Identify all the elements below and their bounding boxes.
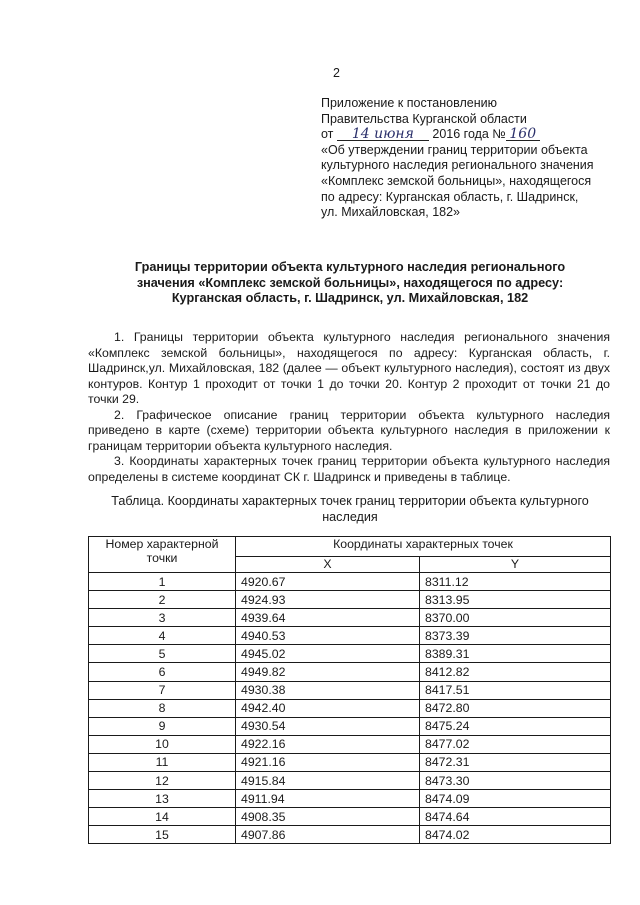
point-number-cell: 5	[89, 645, 236, 663]
y-cell: 8370.00	[420, 609, 611, 627]
x-cell: 4930.54	[236, 717, 420, 735]
title-line: Курганская область, г. Шадринск, ул. Михайловская, 182	[171, 291, 529, 306]
paragraph: 3. Координаты характерных точек границ территории объекта культурного наследия определены в системе координат СК г. Шадринск и приведены в таблице.	[88, 454, 610, 484]
x-cell: 4945.02	[236, 645, 420, 663]
header-x: X	[236, 557, 420, 573]
body-text	[88, 330, 610, 485]
table-row	[89, 772, 611, 790]
point-number-cell: 15	[89, 826, 236, 844]
appendix-line: культурного наследия регионального значения	[321, 158, 594, 173]
from-label: от	[321, 127, 334, 142]
y-cell: 8475.24	[420, 717, 611, 735]
point-number-cell: 7	[89, 681, 236, 699]
point-number-cell: 10	[89, 735, 236, 753]
table-row	[89, 808, 611, 826]
table-row	[89, 627, 611, 645]
header-point-number: Номер характерной точки	[89, 537, 236, 573]
handwritten-date: 14 июня	[337, 128, 429, 141]
y-cell: 8474.09	[420, 790, 611, 808]
table-row	[89, 573, 611, 591]
point-number-cell: 9	[89, 717, 236, 735]
table-row	[89, 717, 611, 735]
coordinates-table	[88, 536, 611, 844]
table-row	[89, 826, 611, 844]
table-caption	[90, 494, 610, 525]
x-cell: 4949.82	[236, 663, 420, 681]
document-title	[90, 260, 610, 307]
appendix-line: «Комплекс земской больницы», находящегося	[321, 173, 592, 188]
appendix-line: Приложение к постановлению	[321, 96, 497, 110]
table-row	[89, 735, 611, 753]
x-cell: 4911.94	[236, 790, 420, 808]
table-header-row	[89, 537, 611, 557]
x-cell: 4907.86	[236, 826, 420, 844]
point-number-cell: 14	[89, 808, 236, 826]
x-cell: 4939.64	[236, 609, 420, 627]
y-cell: 8373.39	[420, 627, 611, 645]
x-cell: 4921.16	[236, 753, 420, 771]
y-cell: 8472.80	[420, 699, 611, 717]
table-row	[89, 681, 611, 699]
handwritten-number: 160	[506, 128, 540, 141]
appendix-date-line	[321, 127, 621, 143]
page-number: 2	[333, 66, 340, 80]
table-row	[89, 753, 611, 771]
x-cell: 4942.40	[236, 699, 420, 717]
x-cell: 4908.35	[236, 808, 420, 826]
appendix-line: ул. Михайловская, 182»	[321, 205, 461, 220]
table-row	[89, 591, 611, 609]
point-number-cell: 11	[89, 753, 236, 771]
y-cell: 8311.12	[420, 573, 611, 591]
point-number-cell: 6	[89, 663, 236, 681]
table-row	[89, 663, 611, 681]
x-cell: 4922.16	[236, 735, 420, 753]
y-cell: 8417.51	[420, 681, 611, 699]
appendix-line: «Об утверждении границ территории объекта	[321, 142, 588, 157]
year-label: 2016 года №	[432, 127, 506, 142]
point-number-cell: 3	[89, 609, 236, 627]
point-number-cell: 13	[89, 790, 236, 808]
point-number-cell: 2	[89, 591, 236, 609]
paragraph: 2. Графическое описание границ территории объекта культурного наследия приведено в карте (схеме) территории объекта культурного наследия в приложении к границам территории объекта культурного наследия.	[88, 407, 610, 453]
table-row	[89, 699, 611, 717]
appendix-line: по адресу: Курганская область, г. Шадринск,	[321, 189, 579, 204]
table-row	[89, 790, 611, 808]
y-cell: 8389.31	[420, 645, 611, 663]
header-y: Y	[420, 557, 611, 573]
appendix-header	[321, 96, 621, 221]
caption-line: Таблица. Координаты характерных точек границ территории объекта культурного	[111, 494, 589, 508]
point-number-cell: 8	[89, 699, 236, 717]
y-cell: 8474.64	[420, 808, 611, 826]
y-cell: 8472.31	[420, 753, 611, 771]
y-cell: 8473.30	[420, 772, 611, 790]
x-cell: 4920.67	[236, 573, 420, 591]
x-cell: 4924.93	[236, 591, 420, 609]
y-cell: 8477.02	[420, 735, 611, 753]
y-cell: 8313.95	[420, 591, 611, 609]
y-cell: 8412.82	[420, 663, 611, 681]
point-number-cell: 12	[89, 772, 236, 790]
title-line: значения «Комплекс земской больницы», находящегося по адресу:	[136, 275, 564, 290]
x-cell: 4930.38	[236, 681, 420, 699]
x-cell: 4915.84	[236, 772, 420, 790]
point-number-cell: 1	[89, 573, 236, 591]
table-row	[89, 609, 611, 627]
point-number-cell: 4	[89, 627, 236, 645]
paragraph: 1. Границы территории объекта культурного наследия регионального значения «Комплекс земской больницы», находящегося по адресу: Курганская область, г. Шадринск,ул. Михайловская, 182 (далее — объект культурного наследия), состоят из двух контуров. Контур 1 проходит от точки 1 до точки 20. Контур 2 проходит от точки 21 до точки 29.	[88, 330, 610, 406]
appendix-line: Правительства Курганской области	[321, 111, 527, 126]
caption-line: наследия	[322, 509, 378, 524]
header-coordinates: Координаты характерных точек	[236, 537, 611, 557]
y-cell: 8474.02	[420, 826, 611, 844]
title-line: Границы территории объекта культурного наследия регионального	[134, 260, 566, 274]
x-cell: 4940.53	[236, 627, 420, 645]
table-row	[89, 645, 611, 663]
table-body	[89, 573, 611, 844]
